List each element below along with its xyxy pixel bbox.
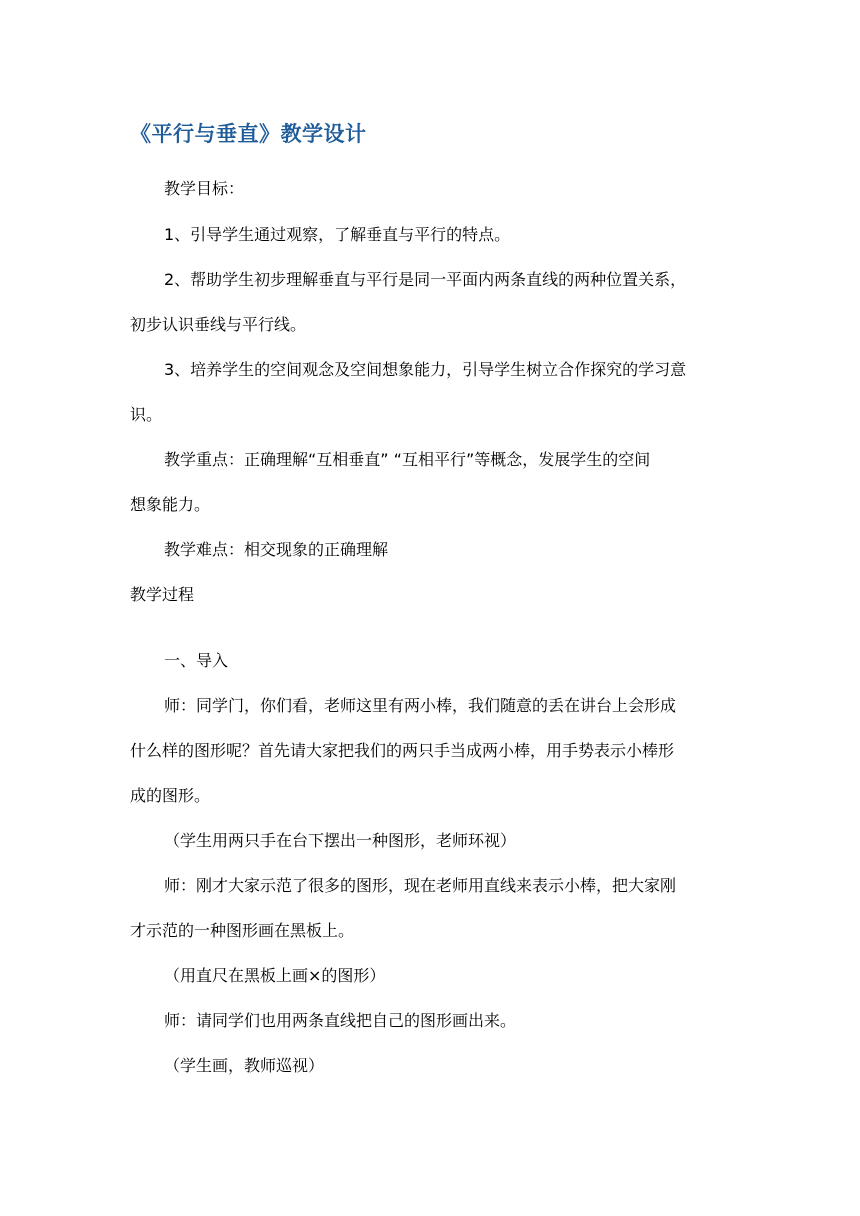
process-heading [130, 572, 730, 617]
dialogue-paragraph-5 [130, 998, 730, 1043]
key-point [130, 437, 730, 527]
goal-3-line-1: 3、培养学生的空间观念及空间想象能力，引导学生树立合作探究的学习意 [164, 360, 687, 379]
section-one-heading [130, 638, 730, 683]
dialogue-2-text: （学生用两只手在台下摆出一种图形，老师环视） [164, 831, 517, 850]
dialogue-5-text: 师：请同学们也用两条直线把自己的图形画出来。 [164, 1011, 517, 1030]
goals-heading [130, 166, 730, 211]
goal-item-1 [130, 212, 730, 257]
dialogue-3-line-2: 才示范的一种图形画在黑板上。 [130, 921, 355, 940]
goal-1-text: 1、引导学生通过观察，了解垂直与平行的特点。 [164, 225, 511, 244]
dialogue-6-text: （学生画，教师巡视） [164, 1056, 325, 1075]
dialogue-3-line-1: 师：刚才大家示范了很多的图形，现在老师用直线来表示小棒，把大家刚 [164, 876, 677, 895]
dialogue-4-text: （用直尺在黑板上画×的图形） [164, 966, 386, 985]
goals-heading-text: 教学目标： [164, 179, 245, 198]
dialogue-1-line-2: 什么样的图形呢？首先请大家把我们的两只手当成两小棒，用手势表示小棒形 [130, 741, 675, 760]
goal-2-line-1: 2、帮助学生初步理解垂直与平行是同一平面内两条直线的两种位置关系， [164, 270, 687, 289]
difficulty-text: 教学难点：相交现象的正确理解 [164, 540, 389, 559]
key-point-line-1: 教学重点：正确理解“互相垂直” “互相平行”等概念，发展学生的空间 [164, 450, 651, 469]
document-title: 《平行与垂直》教学设计 [130, 122, 367, 146]
dialogue-paragraph-2 [130, 818, 730, 863]
difficulty [130, 527, 730, 572]
section-one-text: 一、导入 [164, 651, 229, 670]
goal-item-2 [130, 257, 730, 347]
goal-item-3 [130, 347, 730, 437]
dialogue-1-line-3: 成的图形。 [130, 786, 211, 805]
dialogue-paragraph-1 [130, 683, 730, 818]
dialogue-1-line-1: 师：同学门，你们看，老师这里有两小棒，我们随意的丢在讲台上会形成 [164, 696, 677, 715]
goal-2-line-2: 初步认识垂线与平行线。 [130, 315, 307, 334]
goal-3-line-2: 识。 [130, 405, 163, 424]
dialogue-paragraph-3 [130, 863, 730, 953]
key-point-line-2: 想象能力。 [130, 495, 211, 514]
dialogue-paragraph-4 [130, 953, 730, 998]
process-heading-text: 教学过程 [130, 585, 195, 604]
dialogue-paragraph-6 [130, 1043, 730, 1088]
